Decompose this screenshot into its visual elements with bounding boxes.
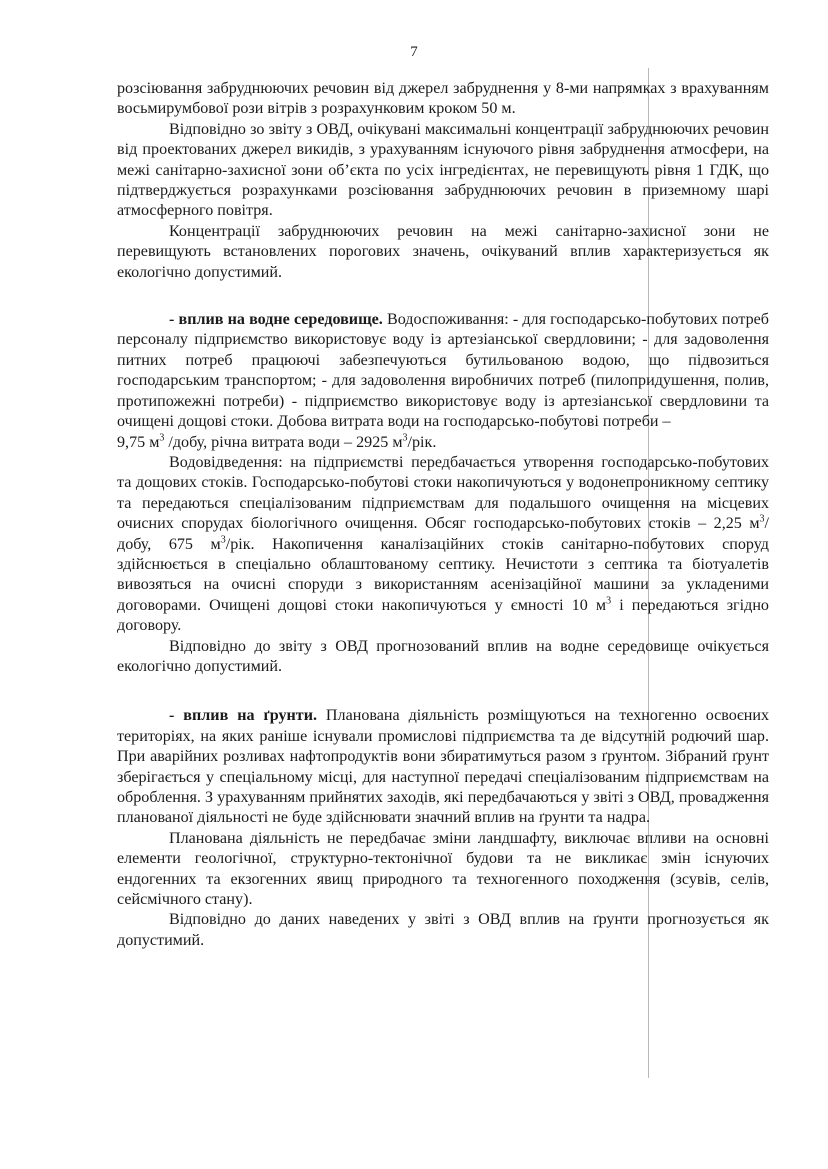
paragraph-ovd-concentrations: Відповідно зо звіту з ОВД, очікувані максимальні концентрації забруднюючих речовин від проектованих джерел викидів, з урахуванням існуючого рівня забруднення атмосфери, на межі санітарно-захисної зони об’єкта по усіх інгредієнтах, не перевищують рівня 1 ГДК, що підтверджується розрахунками розсіювання забруднюючих речовин в приземному шарі атмосферного повітря.	[117, 120, 769, 220]
drainage-text-d: і передаються згідно договору.	[117, 596, 769, 635]
page-number: 7	[410, 44, 418, 60]
annual-water-value: /добу, річна витрата води – 2925 м	[164, 433, 403, 451]
paragraph-landscape: Планована діяльність не передбачає зміни ландшафту, виключає впливи на основні елементи геологічної, структурно-тектонічної будови та не викликає змін існуючих ендогенних та екзогенних явищ природного та техногенного походження (зсувів, селів, сейсмічного стану).	[117, 829, 769, 909]
section-heading-water: - вплив на водне середовище.	[169, 311, 383, 329]
paragraph-dispersion-continued: розсіювання забруднюючих речовин від джерел забруднення у 8-ми напрямках з врахуванням восьмирумбової рози вітрів з розрахунковим кроком 50 м.	[117, 80, 769, 118]
drainage-text-c: /рік. Накопичення каналізаційних стоків санітарно-побутових споруд здійснюється в спеціально облаштованому септику. Нечистоти з септика та біотуалетів вивозяться на очисні споруди з використанням асенізаційної машини за укладеними договорами. Очищені дощові стоки накопичуються у ємності 10 м	[117, 535, 769, 614]
unit-exponent: 3	[606, 595, 612, 607]
paragraph-soil-forecast: Відповідно до даних наведених у звіті з ОВД вплив на ґрунти прогнозується як допустимий.	[117, 911, 769, 949]
daily-water-value: 9,75 м	[117, 433, 160, 451]
unit-exponent: 3	[402, 432, 408, 444]
paragraph-water-impact	[117, 310, 769, 453]
unit-exponent: 3	[220, 534, 226, 546]
drainage-text-a: Водовідведення: на підприємстві передбачається утворення господарсько-побутових та дощових стоків. Господарсько-побутові стоки накопичуються у водонепроникному септику та передаються спеціалізованим підприємствам для подальшого очищення на місцевих очисних спорудах біологічного очищення. Обсяг господарсько-побутових стоків – 2,25 м	[117, 453, 769, 533]
paragraph-drainage	[117, 453, 769, 637]
annual-water-unit: /рік.	[407, 433, 437, 451]
paragraph-water-forecast: Відповідно до звіту з ОВД прогнозований вплив на водне середовище очікується екологічно допустимий.	[117, 637, 769, 675]
drainage-text-b: /добу, 675 м	[117, 515, 769, 553]
unit-exponent: 3	[159, 432, 165, 444]
paragraph-sanitary-zone: Концентрації забруднюючих речовин на межі санітарно-захисної зони не перевищують встановлених порогових значень, очікуваний вплив характеризується як екологічно допустимий.	[117, 222, 769, 281]
document-body	[117, 79, 769, 951]
paragraph-soil-impact	[117, 706, 769, 828]
section-heading-soil: - вплив на ґрунти.	[169, 707, 317, 725]
unit-exponent: 3	[759, 513, 765, 525]
water-consumption-text: Водоспоживання: - для господарсько-побутових потреб персоналу підприємство використовує воду із артезіанської свердловини; - для задоволення питних потреб працюючі забезпечуються бутильованою водою, що підвозиться господарським транспортом; - для задоволення виробничих потреб (пилопридушення, полив, протипожежні потреби) - підприємство використовує воду із артезіанської свердловини та очищені дощові стоки. Добова витрата води на господарсько-побутові потреби –	[117, 311, 769, 431]
soil-impact-text: Планована діяльність розміщуються на техногенно освоєних територіях, на яких раніше існували промислові підприємства та де відсутній родючий шар. При аварійних розливах нафтопродуктів вони збиратимуться разом з ґрунтом. Зібраний ґрунт зберігається у спеціальному місці, для наступної передачі спеціалізованим підприємствам на оброблення. З урахуванням прийнятих заходів, які передбачаються у звіті з ОВД, провадження планованої діяльності не буде здійснювати значний вплив на ґрунти та надра.	[117, 707, 769, 827]
